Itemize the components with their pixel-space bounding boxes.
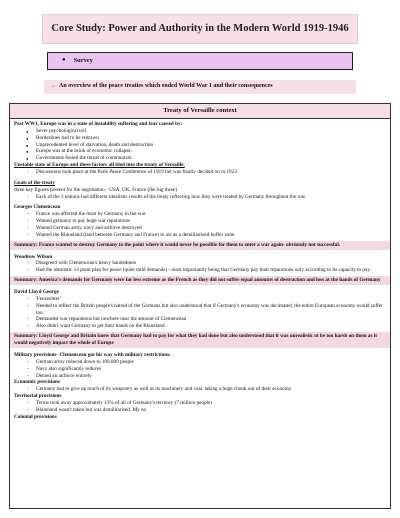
list-item: - Denied an airforce entirely	[26, 373, 386, 380]
clemenceau-list	[14, 211, 386, 238]
overview-banner	[44, 80, 356, 94]
list-item: ● Sever psychological toll	[26, 128, 386, 135]
list-item: ● Europe was at the brink of economic collapse.	[26, 148, 386, 155]
summary-britain: Summary: Lloyd George and Britain knew that Germany had to pay for what they had done but also understood that it was unrealistic ot be too harsh on them as it would negatively impact the whole of Europe	[10, 332, 390, 348]
list-item: ● Unprecedented level of starvation, death and destruction	[26, 142, 386, 149]
george-list	[14, 296, 386, 330]
territorial-heading: Territorial provisions	[14, 393, 62, 400]
list-item: - Wanted German army, navy and airforce destroyed	[26, 225, 386, 232]
military-list	[14, 359, 386, 380]
page-title: Core Study: Power and Authority in the Modern World 1919-1946	[42, 14, 358, 44]
list-item: - Each of the 3 nations had different idealistic results of the treaty reflecting how they were treated by Germany throughout the war.	[26, 194, 386, 201]
list-item: - Wanted germany to pay huge war reparations	[26, 218, 386, 225]
panel-heading: Treaty of Versaille context	[10, 104, 390, 119]
summary-america: Summary: America's demands for Germany were far less extreme as the French as they did not suffer equal amounts of destruction and loss at the hands of Germany	[10, 276, 390, 285]
george-heading: David Lloyd George	[14, 289, 59, 296]
list-item: - German army reduced down to 100,000 people	[26, 359, 386, 366]
economic-list	[14, 386, 386, 393]
list-item: - 'Fencesitter'	[26, 296, 386, 303]
list-item: - Wanted the Rhineland (land between Germany and France) to act as a demilitarised buffer zone.	[26, 232, 386, 239]
survey-label: Survey	[73, 56, 93, 64]
panel-body	[10, 119, 390, 421]
summary-france: Summary: France wanted to destroy Germany to the point where it would never be possible for them to enter a war again- obviously not successful.	[10, 241, 390, 250]
list-item: - Terms took away approximately 13% of all of Germany's territory (7 million people)	[26, 400, 386, 407]
territorial-list	[14, 400, 386, 414]
wilson-heading: Woodrow Wilson	[14, 253, 53, 260]
bullet-icon: ●	[62, 57, 66, 64]
goals-line: three key figures present for the negotiation - USA, UK, France (the big three)	[14, 186, 177, 193]
overview-text: An overview of the peace treaties which ended World War 1 and their consequences	[59, 83, 273, 90]
list-item: - Needed to reflect the British people's hatred of the Germans but also understood that if Germany's economy was decimated, the entire European economy would suffer too.	[26, 303, 386, 317]
arrow-right-icon: →	[50, 83, 56, 90]
clemenceau-heading: Georges Clemenceau	[14, 204, 61, 211]
unstable-list	[14, 169, 386, 176]
list-item: - Germany had to give up much of its weaponry as well as its machinery and coal, taking a huge chunk out of their economy.	[26, 386, 386, 393]
list-item: - Had the idealistic 14 point plan for peace (quite mild demands) - most importantly being that Germany pay their reparations only according to its capacity to pay.	[26, 267, 386, 274]
goals-list	[14, 194, 386, 201]
intro-heading: Post WW1, Europe was in a state of instability suffering and fear caused by:	[14, 121, 183, 127]
list-item: - Disagreed with Clemenceau's heavy handedness	[26, 260, 386, 267]
survey-button[interactable]	[47, 52, 353, 70]
list-item: ● Governments feared the threat of communism.	[26, 155, 386, 162]
list-item: - Rhineland wasn't taken but was demilitarised. My no	[26, 407, 386, 414]
goals-heading: Goals of the treaty	[14, 179, 55, 186]
military-heading: Military provisions- Clemenceau got his way with military restrictions:	[14, 351, 171, 358]
unstable-heading: Unstable state of Europe and these factors all bled into the treaty of Versaille.	[14, 162, 185, 169]
wilson-list	[14, 260, 386, 274]
list-item: - Also didn't want Germany to get their hands on the Rhineland.	[26, 323, 386, 330]
list-item: ● Borderlines had to be redrawn	[26, 135, 386, 142]
economic-heading: Economic provisions	[14, 379, 60, 386]
list-item: - Navy also significantly reduces	[26, 366, 386, 373]
intro-list	[14, 128, 386, 162]
list-item: - Discussions took place at the Paris Peace Conference of 1919 but was finally decided on in 1923.	[26, 169, 386, 176]
colonial-heading: Colonial provisions	[14, 413, 57, 420]
list-item: - Demanded war reparations but nowhere near the amount of Clemenceau	[26, 316, 386, 323]
treaty-context-panel	[9, 103, 391, 509]
list-item: - France was affected the most by Germany in the war	[26, 211, 386, 218]
